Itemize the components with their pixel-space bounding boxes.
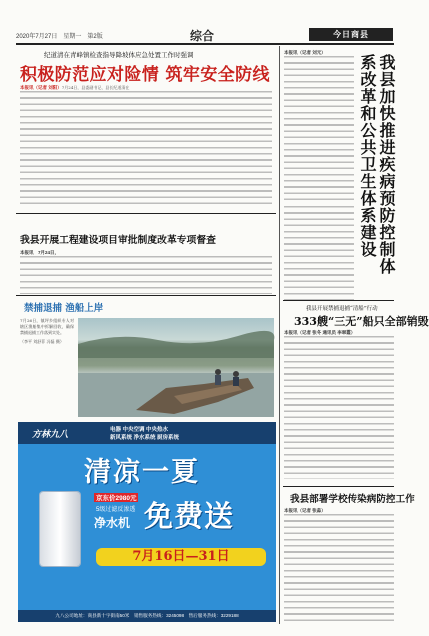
photo-title: 禁捕退捕 渔船上岸 xyxy=(24,303,104,314)
article5-text xyxy=(284,336,394,479)
logo-text: 今日商县 xyxy=(333,29,369,39)
article1-title: 积极防范应对险情 筑牢安全防线 xyxy=(20,65,270,85)
article6-byline: 本报讯（记者 张淼） xyxy=(284,508,326,513)
article2-title: 我县开展工程建设项目审批制度改革专项督查 xyxy=(20,235,216,246)
ad-product: 净水机 xyxy=(94,516,131,530)
section-title: 综合 xyxy=(190,29,215,43)
article2-rule xyxy=(16,295,276,296)
ad-title: 清凉一夏 xyxy=(84,457,200,488)
issue-date: 2020年7月27日 星期一 第2版 xyxy=(16,34,103,40)
ad-offer-line2: 5级过滤反渗透 xyxy=(96,507,136,513)
article5-rule xyxy=(283,486,394,487)
article4-byline: 本报讯（记者 刘元） xyxy=(284,50,326,55)
article2-text xyxy=(20,256,272,294)
article2-byline: 本报讯 7月24日， xyxy=(20,250,60,255)
photo-caption xyxy=(20,318,74,414)
article5-kicker: 我县开展禁捕退捕“清船”行动 xyxy=(306,306,378,312)
article1-body xyxy=(20,85,272,210)
article4-text xyxy=(284,56,354,201)
photo-credit: （李平 刘舒菲 冯磊 摄） xyxy=(20,338,64,344)
ad-top-line2: 新风系统 净水系统 厨房系统 xyxy=(110,435,180,441)
article5-title: 333艘“三无”船只全部销毁 xyxy=(294,315,429,328)
article1-text xyxy=(20,91,272,209)
article6-text xyxy=(284,514,394,622)
article1-kicker: 纪道清在青峰镇检查指导降坡体应急处置工作时强调 xyxy=(44,51,194,59)
header-rule xyxy=(16,43,394,45)
ad-brand: 方林九八 xyxy=(32,429,69,439)
ad-offer-line1: 京东价2980元 xyxy=(96,495,137,502)
newspaper-logo xyxy=(309,28,393,41)
article5-byline: 本报讯（记者 张冬 通讯员 李翠霞） xyxy=(284,330,356,335)
article2-body xyxy=(20,250,272,290)
advertisement xyxy=(18,422,276,622)
news-photo-drawing xyxy=(78,318,274,417)
article1-rule xyxy=(16,213,276,214)
ad-product-image xyxy=(40,492,80,566)
column-divider xyxy=(279,46,280,624)
article1-byline-cont: 7月24日，县委副书记、县长纪道清在 xyxy=(61,85,130,90)
ad-top-line1: 电器 中央空调 中央热水 xyxy=(110,427,169,433)
article4-body-cont xyxy=(284,206,354,302)
article6-body xyxy=(284,508,394,622)
news-photo xyxy=(78,318,274,417)
article4-body xyxy=(284,50,354,202)
ad-footer: 九八公司地址：商县新十字街南50米 销售服务热线：3245098 售后服务热线：3229188 xyxy=(18,610,276,622)
article5-body xyxy=(284,330,394,480)
article6-title: 我县部署学校传染病防控工作 xyxy=(290,494,415,505)
ad-free-badge: 免费送 xyxy=(144,499,235,533)
article4-rule xyxy=(283,300,394,301)
article4-title: 我县加快推进疾病预防控制体系改革和公共卫生体系建设 xyxy=(358,54,396,275)
photo-caption-text: 7月26日，镇坪乡组织专人对辖区渔船集中拆解回收，确保禁捕退捕工作落到实处。 xyxy=(20,318,74,336)
article1-byline: 本报讯（记者 刘阳） xyxy=(20,85,62,90)
ad-dates: 7月16日—31日 xyxy=(96,548,266,566)
